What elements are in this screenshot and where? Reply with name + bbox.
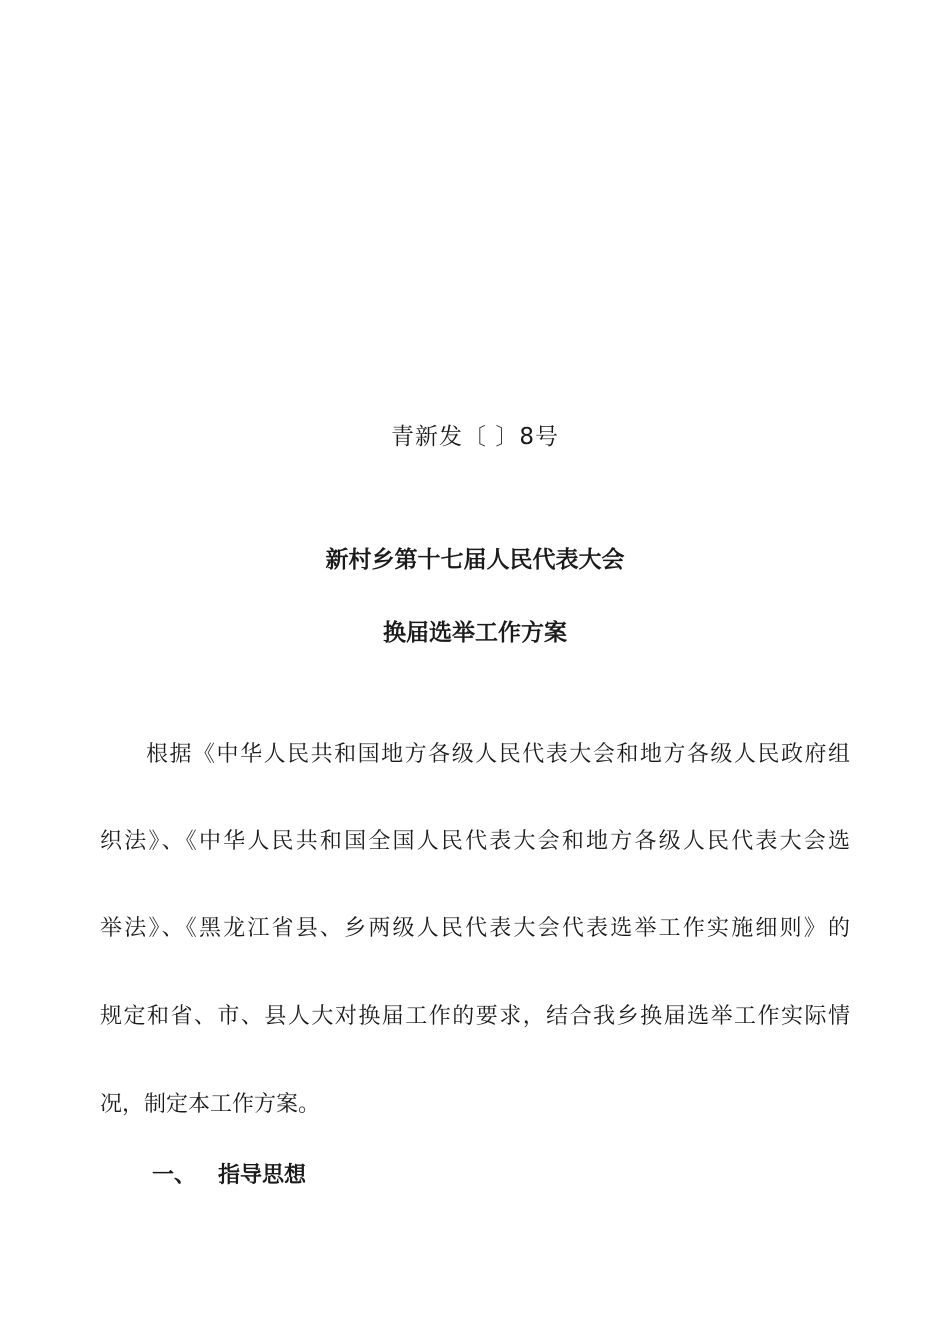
document-number: 青新发〔 〕8号 <box>391 424 559 450</box>
section-title: 指导思想 <box>218 1163 307 1188</box>
document-title-line-2: 换届选举工作方案 <box>383 620 567 646</box>
paragraph-line-1: 根据《中华人民共和国地方各级人民代表大会和地方各级人民政府组 <box>146 742 850 767</box>
paragraph-line-3: 举法》、《黑龙江省县、乡两级人民代表大会代表选举工作实施细则》的 <box>100 916 850 941</box>
section-number: 一、 <box>152 1163 197 1188</box>
paragraph-line-5: 况，制定本工作方案。 <box>100 1092 321 1117</box>
paragraph-line-2: 织法》、《中华人民共和国全国人民代表大会和地方各级人民代表大会选 <box>100 829 850 854</box>
section-heading <box>152 1159 306 1193</box>
paragraph-line-4: 规定和省、市、县人大对换届工作的要求，结合我乡换届选举工作实际情 <box>100 1004 850 1029</box>
document-title-line-1: 新村乡第十七届人民代表大会 <box>325 547 625 573</box>
